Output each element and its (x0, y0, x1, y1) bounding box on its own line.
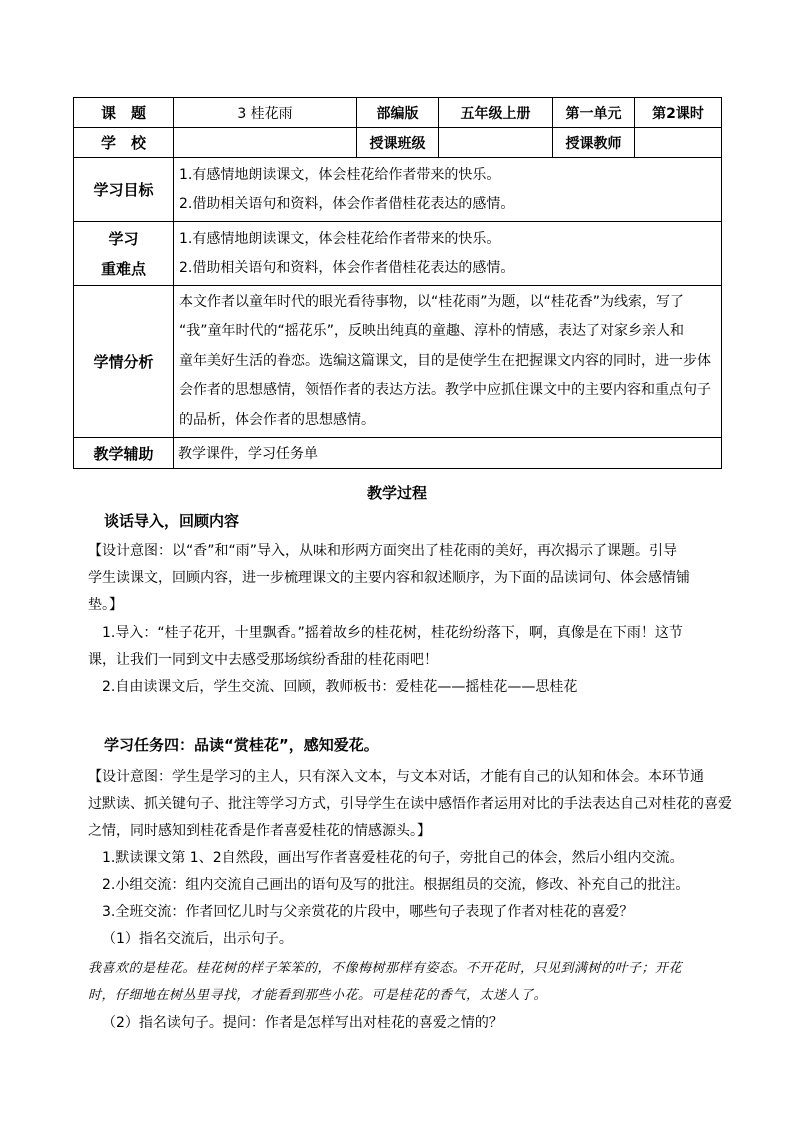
analysis-label: 学情分析 (74, 286, 174, 438)
lesson-title: 3 桂花雨 (174, 98, 357, 128)
class-label: 授课班级 (357, 128, 439, 158)
lesson-plan-table (73, 97, 722, 469)
section2-step: 2.小组交流：组内交流自己画出的语句及写的批注。根据组员的交流，修改、补充自己的批注。 (102, 877, 690, 893)
goals-label: 学习目标 (74, 158, 174, 222)
section2-step: 3.全班交流：作者回忆儿时与父亲赏花的片段中，哪些句子表现了作者对桂花的喜爱？ (102, 904, 634, 920)
analysis-line: 会作者的思想感情，领悟作者的表达方法。教学中应抓住课文中的主要内容和重点句子 (179, 382, 711, 399)
analysis-line: 本文作者以童年时代的眼光看待事物，以“桂花雨”为题，以“桂花香”为线索，写了 (179, 293, 685, 310)
class-value (439, 128, 553, 158)
analysis-line: 童年美好生活的眷恋。选编这篇课文，目的是使学生在把握课文内容的同时，进一步体 (179, 352, 711, 369)
section2-intent-line: 之情，同时感知到桂花香是作者喜爱桂花的情感源头。】 (88, 823, 431, 839)
key-points-label-line2: 重难点 (100, 259, 146, 278)
section2-heading: 学习任务四：品读“赏桂花”，感知爱花。 (104, 736, 379, 754)
aids-label: 教学辅助 (74, 438, 174, 469)
key-points-label (74, 222, 174, 286)
analysis-line: “我”童年时代的“摇花乐”，反映出纯真的童趣、淳朴的情感，表达了对家乡亲人和 (179, 323, 685, 340)
section2-intent-line: 【设计意图：学生是学习的主人，只有深入文本，与文本对话，才能有自己的认知和体会。本环节通 (88, 769, 704, 785)
row-analysis (74, 286, 722, 438)
row-key-points (74, 222, 722, 286)
grade-cell: 五年级上册 (439, 98, 553, 128)
school-value (174, 128, 357, 158)
row-topic (74, 98, 722, 128)
teacher-value (635, 128, 722, 158)
unit-cell: 第一单元 (553, 98, 635, 128)
section1-intent-line: 【设计意图：以“香”和“雨”导入，从味和形两方面突出了桂花雨的美好，再次揭示了课题。引导 (88, 543, 678, 559)
key-points-label-line1: 学习 (108, 229, 139, 248)
section1-intent-line: 学生读课文，回顾内容，进一步梳理课文的主要内容和叙述顺序，为下面的品读词句、体会感情铺 (88, 570, 690, 586)
key-point-item: 1.有感情地朗读课文，体会桂花给作者带来的快乐。 (179, 230, 501, 247)
section2-step: 1.默读课文第 1、2自然段，画出写作者喜爱桂花的句子，旁批自己的体会，然后小组内交流。 (102, 850, 684, 866)
topic-label: 课 题 (74, 98, 174, 128)
quote-line: 我喜欢的是桂花。桂花树的样子笨笨的，不像梅树那样有姿态。不开花时，只见到满树的叶子；开花 (88, 961, 683, 976)
teacher-label: 授课教师 (553, 128, 635, 158)
section1-step1-line: 1.导入：“桂子花开，十里飘香。”摇着故乡的桂花树，桂花纷纷落下，啊，真像是在下雨！这节 (102, 625, 683, 641)
key-point-item: 2.借助相关语句和资料，体会作者借桂花表达的感情。 (179, 259, 515, 276)
row-aids (74, 438, 722, 469)
section1-intent-line: 垫。】 (88, 597, 123, 613)
goal-item: 2.借助相关语句和资料，体会作者借桂花表达的感情。 (179, 195, 515, 212)
goals-content (174, 158, 722, 222)
section1-step2: 2.自由读课文后，学生交流、回顾，教师板书：爱桂花——摇桂花——思桂花 (102, 679, 578, 695)
school-label: 学 校 (74, 128, 174, 158)
process-title: 教学过程 (366, 484, 427, 502)
edition-cell: 部编版 (357, 98, 439, 128)
section2-step: （1）指名交流后，出示句子。 (102, 931, 293, 947)
key-points-content (174, 222, 722, 286)
section2-intent-line: 过默读、抓关键句子、批注等学习方式，引导学生在读中感悟作者运用对比的手法表达自己对桂花的喜爱 (88, 796, 732, 812)
analysis-line: 的品析，体会作者的思想感情。 (179, 411, 375, 428)
aids-value: 教学课件，学习任务单 (174, 438, 722, 469)
section1-heading: 谈话导入，回顾内容 (104, 512, 240, 530)
analysis-content (174, 286, 722, 438)
quote-line: 时，仔细地在树丛里寻找，才能看到那些小花。可是桂花的香气，太迷人了。 (88, 988, 548, 1003)
goal-item: 1.有感情地朗读课文，体会桂花给作者带来的快乐。 (179, 166, 501, 183)
row-school (74, 128, 722, 158)
period-cell: 第2课时 (635, 98, 722, 128)
row-goals (74, 158, 722, 222)
section1-step1-line: 课，让我们一同到文中去感受那场缤纷香甜的桂花雨吧！ (88, 652, 438, 668)
section2-last: （2）指名读句子。提问：作者是怎样写出对桂花的喜爱之情的？ (102, 1015, 503, 1031)
